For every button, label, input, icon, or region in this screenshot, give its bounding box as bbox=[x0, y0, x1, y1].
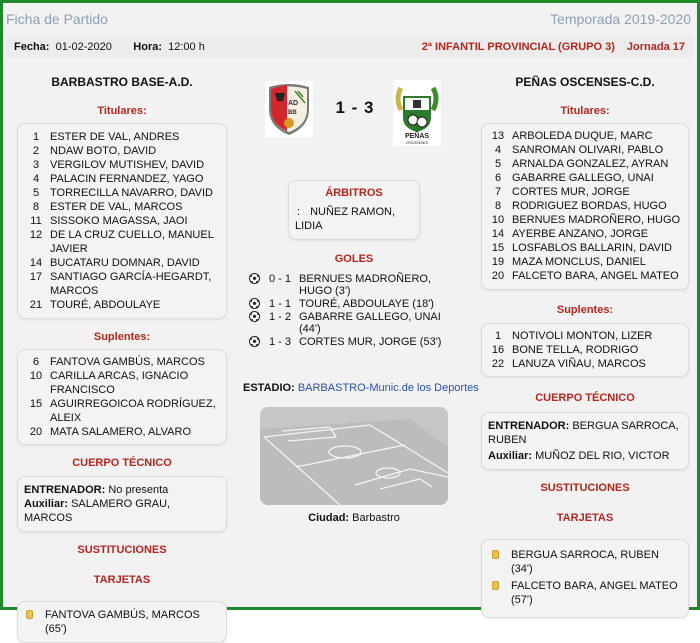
soccer-ball-icon bbox=[249, 311, 260, 322]
player-name: NDAW BOTO, DAVID bbox=[50, 145, 157, 157]
player-row bbox=[484, 199, 682, 213]
home-substitutions-title: SUSTITUCIONES bbox=[77, 544, 167, 556]
soccer-ball-icon bbox=[249, 273, 260, 284]
competition-info bbox=[422, 41, 685, 53]
player-number: 20 bbox=[491, 270, 505, 282]
date-value: 01-02-2020 bbox=[55, 41, 112, 53]
player-name: CORTES MUR, JORGE bbox=[512, 186, 630, 198]
player-row bbox=[484, 329, 682, 343]
player-name: TOURÉ, ABDOULAYE bbox=[50, 299, 161, 311]
player-name: SANROMAN OLIVARI, PABLO bbox=[512, 144, 664, 156]
player-row bbox=[22, 200, 220, 214]
page-title: Ficha de Partido bbox=[6, 11, 108, 27]
goal-score: 0 - 1 bbox=[269, 273, 292, 285]
player-row bbox=[484, 269, 682, 283]
player-number: 1 bbox=[32, 131, 40, 143]
player-row bbox=[484, 255, 682, 269]
soccer-ball-icon bbox=[249, 298, 260, 309]
away-coach-name: BERGUA SARROCA, RUBEN bbox=[488, 420, 679, 446]
card-row bbox=[490, 548, 682, 576]
away-team-name: PEÑAS OSCENSES-C.D. bbox=[515, 75, 655, 89]
player-name: ESTER DE VAL, ANDRES bbox=[50, 131, 180, 143]
player-name: CARILLA ARCAS, IGNACIO FRANCISCO bbox=[50, 370, 189, 396]
player-row bbox=[22, 158, 220, 172]
player-number: 22 bbox=[491, 358, 505, 370]
referees-list bbox=[295, 205, 413, 233]
home-coach-name: No presenta bbox=[108, 484, 169, 496]
player-number: 4 bbox=[494, 144, 502, 156]
home-staff-box bbox=[17, 476, 227, 532]
date-time bbox=[14, 41, 205, 53]
yellow-card-icon bbox=[492, 581, 499, 590]
player-number: 2 bbox=[32, 145, 40, 157]
player-name: MAZA MONCLUS, DANIEL bbox=[512, 256, 646, 268]
referee-name: NUÑEZ RAMON, LIDIA bbox=[295, 206, 396, 232]
svg-text:PEÑAS: PEÑAS bbox=[404, 133, 430, 140]
player-number: 20 bbox=[29, 426, 43, 438]
player-number: 8 bbox=[32, 201, 40, 213]
city-info bbox=[243, 512, 465, 524]
card-text: FANTOVA GAMBÚS, MARCOS (65') bbox=[45, 609, 200, 635]
player-number: 10 bbox=[491, 214, 505, 226]
player-name: BERNUES MADROÑERO, HUGO bbox=[512, 214, 681, 226]
player-row bbox=[484, 343, 682, 357]
goal-scorer: GABARRE GALLEGO, UNAI (44') bbox=[299, 311, 441, 335]
home-cards-box bbox=[17, 601, 227, 643]
referee-row bbox=[295, 205, 413, 233]
player-number: 10 bbox=[29, 370, 43, 382]
away-cards-list bbox=[490, 548, 682, 607]
player-row bbox=[22, 397, 220, 425]
goal-score: 1 - 1 bbox=[269, 298, 292, 310]
player-number: 14 bbox=[29, 257, 43, 269]
player-number: 11 bbox=[30, 215, 42, 227]
stadium-label: ESTADIO: bbox=[243, 382, 295, 394]
player-row bbox=[484, 213, 682, 227]
player-name: RODRIGUEZ BORDAS, HUGO bbox=[512, 200, 667, 212]
player-name: DE LA CRUZ CUELLO, MANUEL JAVIER bbox=[50, 229, 214, 255]
match-info-bar bbox=[6, 36, 693, 58]
goal-scorer: TOURÉ, ABDOULAYE (18') bbox=[299, 298, 434, 310]
player-number: 16 bbox=[491, 344, 505, 356]
svg-text:OSCENSES: OSCENSES bbox=[405, 140, 429, 145]
player-row bbox=[22, 369, 220, 397]
player-name: ESTER DE VAL, MARCOS bbox=[50, 201, 183, 213]
away-substitutions-title: SUSTITUCIONES bbox=[540, 482, 630, 494]
player-number: 7 bbox=[494, 186, 502, 198]
player-number: 3 bbox=[32, 159, 40, 171]
player-number: 15 bbox=[491, 242, 505, 254]
player-name: BONE TELLA, RODRIGO bbox=[512, 344, 639, 356]
scoreboard bbox=[243, 78, 465, 158]
match-center-column bbox=[243, 63, 479, 524]
coach-label: ENTRENADOR: bbox=[24, 484, 106, 496]
player-row bbox=[484, 357, 682, 371]
player-name: VERGILOV MUTISHEV, DAVID bbox=[50, 159, 205, 171]
goal-row bbox=[243, 273, 465, 297]
home-team-column bbox=[17, 63, 227, 643]
home-cards-title: TARJETAS bbox=[93, 574, 151, 586]
away-starters-list bbox=[484, 129, 682, 283]
player-name: TORRECILLA NAVARRO, DAVID bbox=[50, 187, 214, 199]
home-starters-box bbox=[17, 123, 227, 319]
player-number: 5 bbox=[32, 187, 40, 199]
goal-scorer: BERNUES MADROÑERO, HUGO (3') bbox=[299, 273, 432, 297]
away-subs-box bbox=[481, 323, 689, 377]
home-coach bbox=[24, 483, 220, 497]
player-name: AGUIRREGOICOA RODRÍGUEZ, ALEIX bbox=[50, 398, 216, 424]
city-name: Barbastro bbox=[352, 512, 400, 524]
time-value: 12:00 h bbox=[168, 41, 205, 53]
stadium-image bbox=[260, 407, 448, 505]
svg-text:BB: BB bbox=[288, 110, 297, 116]
stadium-link[interactable]: BARBASTRO-Munic.de los Deportes bbox=[297, 382, 479, 394]
player-row bbox=[484, 241, 682, 255]
player-row bbox=[484, 143, 682, 157]
player-number: 4 bbox=[32, 173, 40, 185]
player-row bbox=[22, 130, 220, 144]
home-cards-list bbox=[24, 608, 220, 636]
coach-label: ENTRENADOR: bbox=[488, 420, 570, 432]
goal-score: 1 - 3 bbox=[269, 336, 292, 348]
player-row bbox=[484, 171, 682, 185]
player-row bbox=[22, 355, 220, 369]
time-label: Hora: bbox=[133, 41, 163, 53]
svg-text:AD: AD bbox=[288, 100, 299, 107]
soccer-ball-icon bbox=[249, 336, 260, 347]
player-row bbox=[22, 228, 220, 256]
goal-row bbox=[243, 336, 465, 348]
goal-scorer: CORTES MUR, JORGE (53') bbox=[299, 336, 442, 348]
goals-list bbox=[243, 273, 465, 348]
player-number: 1 bbox=[494, 330, 502, 342]
home-assistant-name: SALAMERO GRAU, MARCOS bbox=[24, 498, 171, 524]
player-name: LANUZA VIÑAU, MARCOS bbox=[512, 358, 646, 370]
home-subs-title: Suplentes: bbox=[93, 331, 151, 343]
player-name: LOSFABLOS BALLARIN, DAVID bbox=[512, 242, 672, 254]
season-label: Temporada 2019-2020 bbox=[550, 11, 691, 27]
player-name: SANTIAGO GARCÍA-HEGARDT, MARCOS bbox=[50, 271, 212, 297]
round-label: Jornada 17 bbox=[626, 41, 685, 53]
away-staff-box bbox=[481, 412, 689, 470]
player-row bbox=[484, 129, 682, 143]
away-subs-title: Suplentes: bbox=[556, 304, 614, 316]
away-assistant bbox=[488, 449, 682, 463]
assistant-label: Auxiliar: bbox=[24, 498, 69, 510]
player-name: PALACIN FERNANDEZ, YAGO bbox=[50, 173, 204, 185]
away-staff-title: CUERPO TÉCNICO bbox=[535, 392, 635, 404]
card-row bbox=[24, 608, 220, 636]
away-assistant-name: MUÑOZ DEL RIO, VICTOR bbox=[535, 450, 670, 462]
player-row bbox=[22, 186, 220, 200]
referees-title: ÁRBITROS bbox=[325, 187, 383, 199]
home-subs-list bbox=[22, 355, 220, 439]
goal-row bbox=[243, 298, 465, 310]
player-number: 6 bbox=[32, 356, 40, 368]
city-label: Ciudad: bbox=[308, 512, 350, 524]
away-starters-box bbox=[481, 123, 689, 290]
player-row bbox=[484, 157, 682, 171]
competition-name: 2ª INFANTIL PROVINCIAL (GRUPO 3) bbox=[421, 41, 615, 53]
player-name: SISSOKO MAGASSA, JAOI bbox=[50, 215, 188, 227]
player-number: 19 bbox=[491, 256, 505, 268]
player-name: FALCETO BARA, ANGEL MATEO bbox=[512, 270, 679, 282]
yellow-card-icon bbox=[26, 610, 33, 619]
player-number: 17 bbox=[29, 271, 43, 283]
player-row bbox=[22, 144, 220, 158]
goal-score: 1 - 2 bbox=[269, 311, 292, 323]
card-text: BERGUA SARROCA, RUBEN (34') bbox=[511, 549, 659, 575]
player-row bbox=[22, 298, 220, 312]
player-number: 8 bbox=[494, 200, 502, 212]
player-name: ARBOLEDA DUQUE, MARC bbox=[512, 130, 653, 142]
player-number: 6 bbox=[494, 172, 502, 184]
away-team-column bbox=[481, 63, 689, 618]
player-row bbox=[22, 256, 220, 270]
card-row bbox=[490, 579, 682, 607]
player-name: AYERBE ANZANO, JORGE bbox=[512, 228, 649, 240]
player-name: NOTIVOLI MONTON, LIZER bbox=[512, 330, 653, 342]
player-number: 5 bbox=[494, 158, 502, 170]
player-row bbox=[484, 227, 682, 241]
assistant-label: Auxiliar: bbox=[488, 450, 533, 462]
player-name: FANTOVA GAMBÚS, MARCOS bbox=[50, 356, 205, 368]
player-name: MATA SALAMERO, ALVARO bbox=[50, 426, 192, 438]
referees-box bbox=[288, 180, 420, 240]
player-row bbox=[22, 214, 220, 228]
card-text: FALCETO BARA, ANGEL MATEO (57') bbox=[511, 580, 678, 606]
home-subs-box bbox=[17, 349, 227, 445]
home-staff-title: CUERPO TÉCNICO bbox=[72, 457, 172, 469]
player-number: 13 bbox=[491, 130, 505, 142]
home-starters-list bbox=[22, 130, 220, 312]
away-starters-title: Titulares: bbox=[560, 105, 610, 117]
title-bar bbox=[6, 8, 693, 30]
player-number: 14 bbox=[491, 228, 505, 240]
penas-oscenses-crest-icon bbox=[393, 80, 441, 146]
home-assistant bbox=[24, 497, 220, 525]
barbastro-crest-icon bbox=[265, 81, 313, 137]
stadium-info bbox=[243, 382, 479, 394]
goals-title: GOLES bbox=[334, 253, 374, 265]
away-cards-title: TARJETAS bbox=[556, 512, 614, 524]
yellow-card-icon bbox=[492, 550, 499, 559]
away-subs-list bbox=[484, 329, 682, 371]
player-number: 21 bbox=[29, 299, 43, 311]
home-starters-title: Titulares: bbox=[97, 105, 147, 117]
player-name: ARNALDA GONZALEZ, AYRAN bbox=[512, 158, 669, 170]
player-row bbox=[484, 185, 682, 199]
goal-row bbox=[243, 311, 465, 335]
date-label: Fecha: bbox=[14, 41, 50, 53]
away-cards-box bbox=[481, 539, 689, 618]
player-row bbox=[22, 270, 220, 298]
match-score: 1 - 3 bbox=[335, 98, 375, 117]
away-coach bbox=[488, 419, 682, 447]
player-number: 12 bbox=[29, 229, 43, 241]
player-number: 15 bbox=[29, 398, 43, 410]
player-name: GABARRE GALLEGO, UNAI bbox=[512, 172, 654, 184]
home-team-name: BARBASTRO BASE-A.D. bbox=[51, 75, 193, 89]
player-row bbox=[22, 172, 220, 186]
player-name: BUCATARU DOMNAR, DAVID bbox=[50, 257, 200, 269]
referee-role: : bbox=[297, 206, 301, 218]
player-row bbox=[22, 425, 220, 439]
